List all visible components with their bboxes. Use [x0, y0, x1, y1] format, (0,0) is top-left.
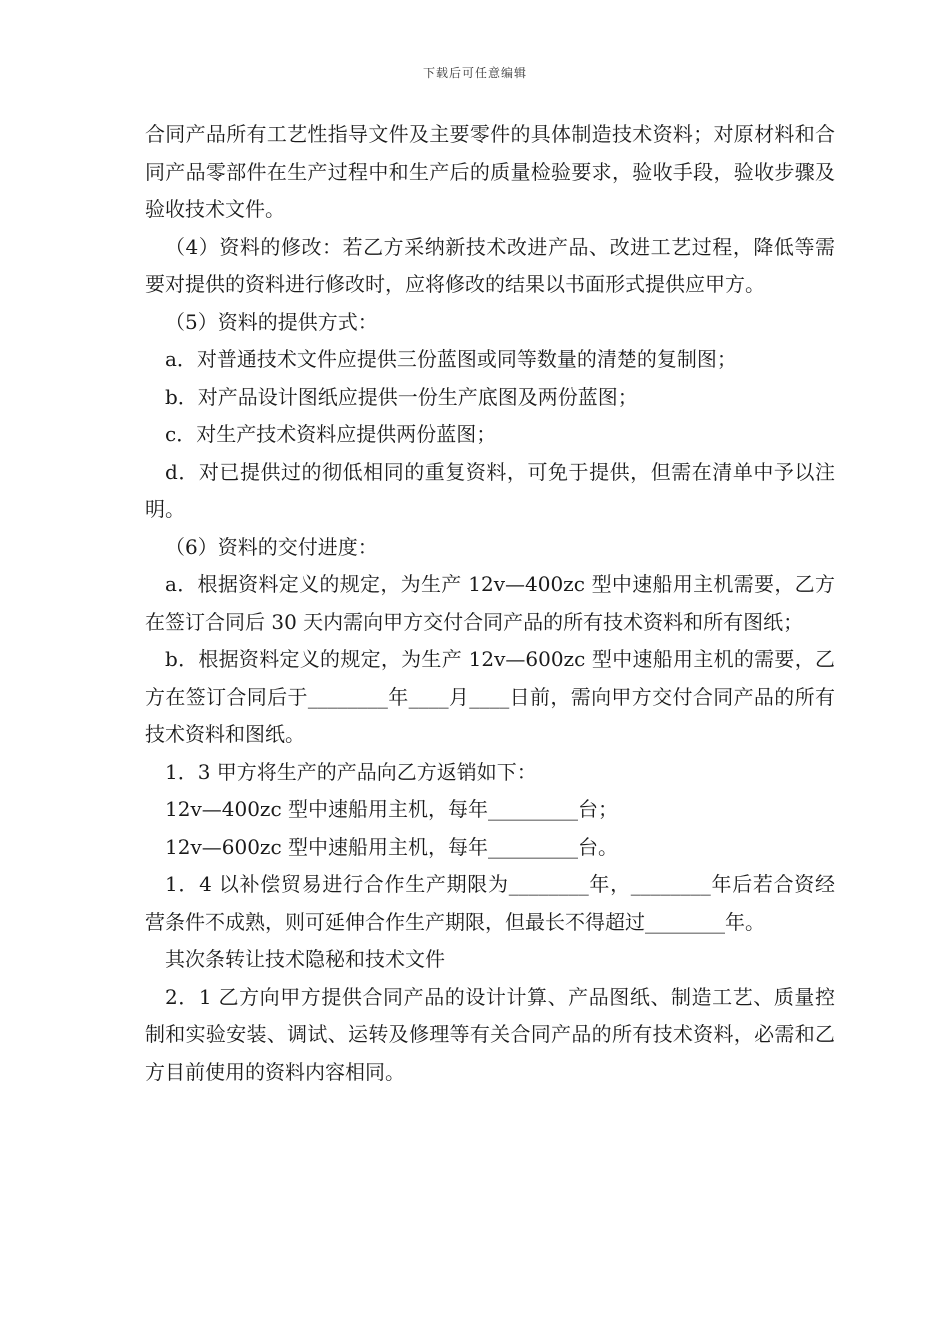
paragraph: （5）资料的提供方式： [165, 309, 378, 334]
document-body [145, 116, 835, 1091]
paragraph: a．对普通技术文件应提供三份蓝图或同等数量的清楚的复制图； [165, 347, 737, 371]
paragraph: 合同产品所有工艺性指导文件及主要零件的具体制造技术资料；对原材料和合同产品零部件在生产过程中和生产后的质量检验要求，验收手段，验收步骤及验收技术文件。 [145, 122, 835, 221]
paragraph: a．根据资料定义的规定，为生产 12v—400zc 型中速船用主机需要，乙方在签订合同后 30 天内需向甲方交付合同产品的所有技术资料和所有图纸； [145, 572, 835, 634]
page-header: 下载后可任意编辑 [422, 66, 527, 80]
paragraph: （6）资料的交付进度： [165, 534, 378, 559]
paragraph: （4）资料的修改：若乙方采纳新技术改进产品、改进工艺过程，降低等需要对提供的资料进行修改时，应将修改的结果以书面形式提供应甲方。 [145, 234, 835, 296]
paragraph: b．对产品设计图纸应提供一份生产底图及两份蓝图； [165, 384, 638, 409]
paragraph: 1．4 以补偿贸易进行合作生产期限为________年，________年后若合资经营条件不成熟，则可延伸合作生产期限，但最长不得超过________年。 [145, 872, 835, 934]
paragraph: 12v—600zc 型中速船用主机，每年_________台。 [165, 834, 619, 859]
paragraph: c．对生产技术资料应提供两份蓝图； [165, 422, 497, 446]
paragraph: b．根据资料定义的规定，为生产 12v—600zc 型中速船用主机的需要，乙方在签订合同后于________年____月____日前，需向甲方交付合同产品的所有技术资料和图纸。 [145, 647, 835, 746]
paragraph: 其次条转让技术隐秘和技术文件 [165, 947, 445, 971]
paragraph: d．对已提供过的彻低相同的重复资料，可免于提供，但需在清单中予以注明。 [145, 459, 835, 521]
paragraph: 1．3 甲方将生产的产品向乙方返销如下： [165, 759, 537, 784]
paragraph: 12v—400zc 型中速船用主机，每年_________台； [165, 797, 619, 821]
paragraph: 2．1 乙方向甲方提供合同产品的设计计算、产品图纸、制造工艺、质量控制和实验安装、调试、运转及修理等有关合同产品的所有技术资料，必需和乙方目前使用的资料内容相同。 [145, 984, 835, 1084]
